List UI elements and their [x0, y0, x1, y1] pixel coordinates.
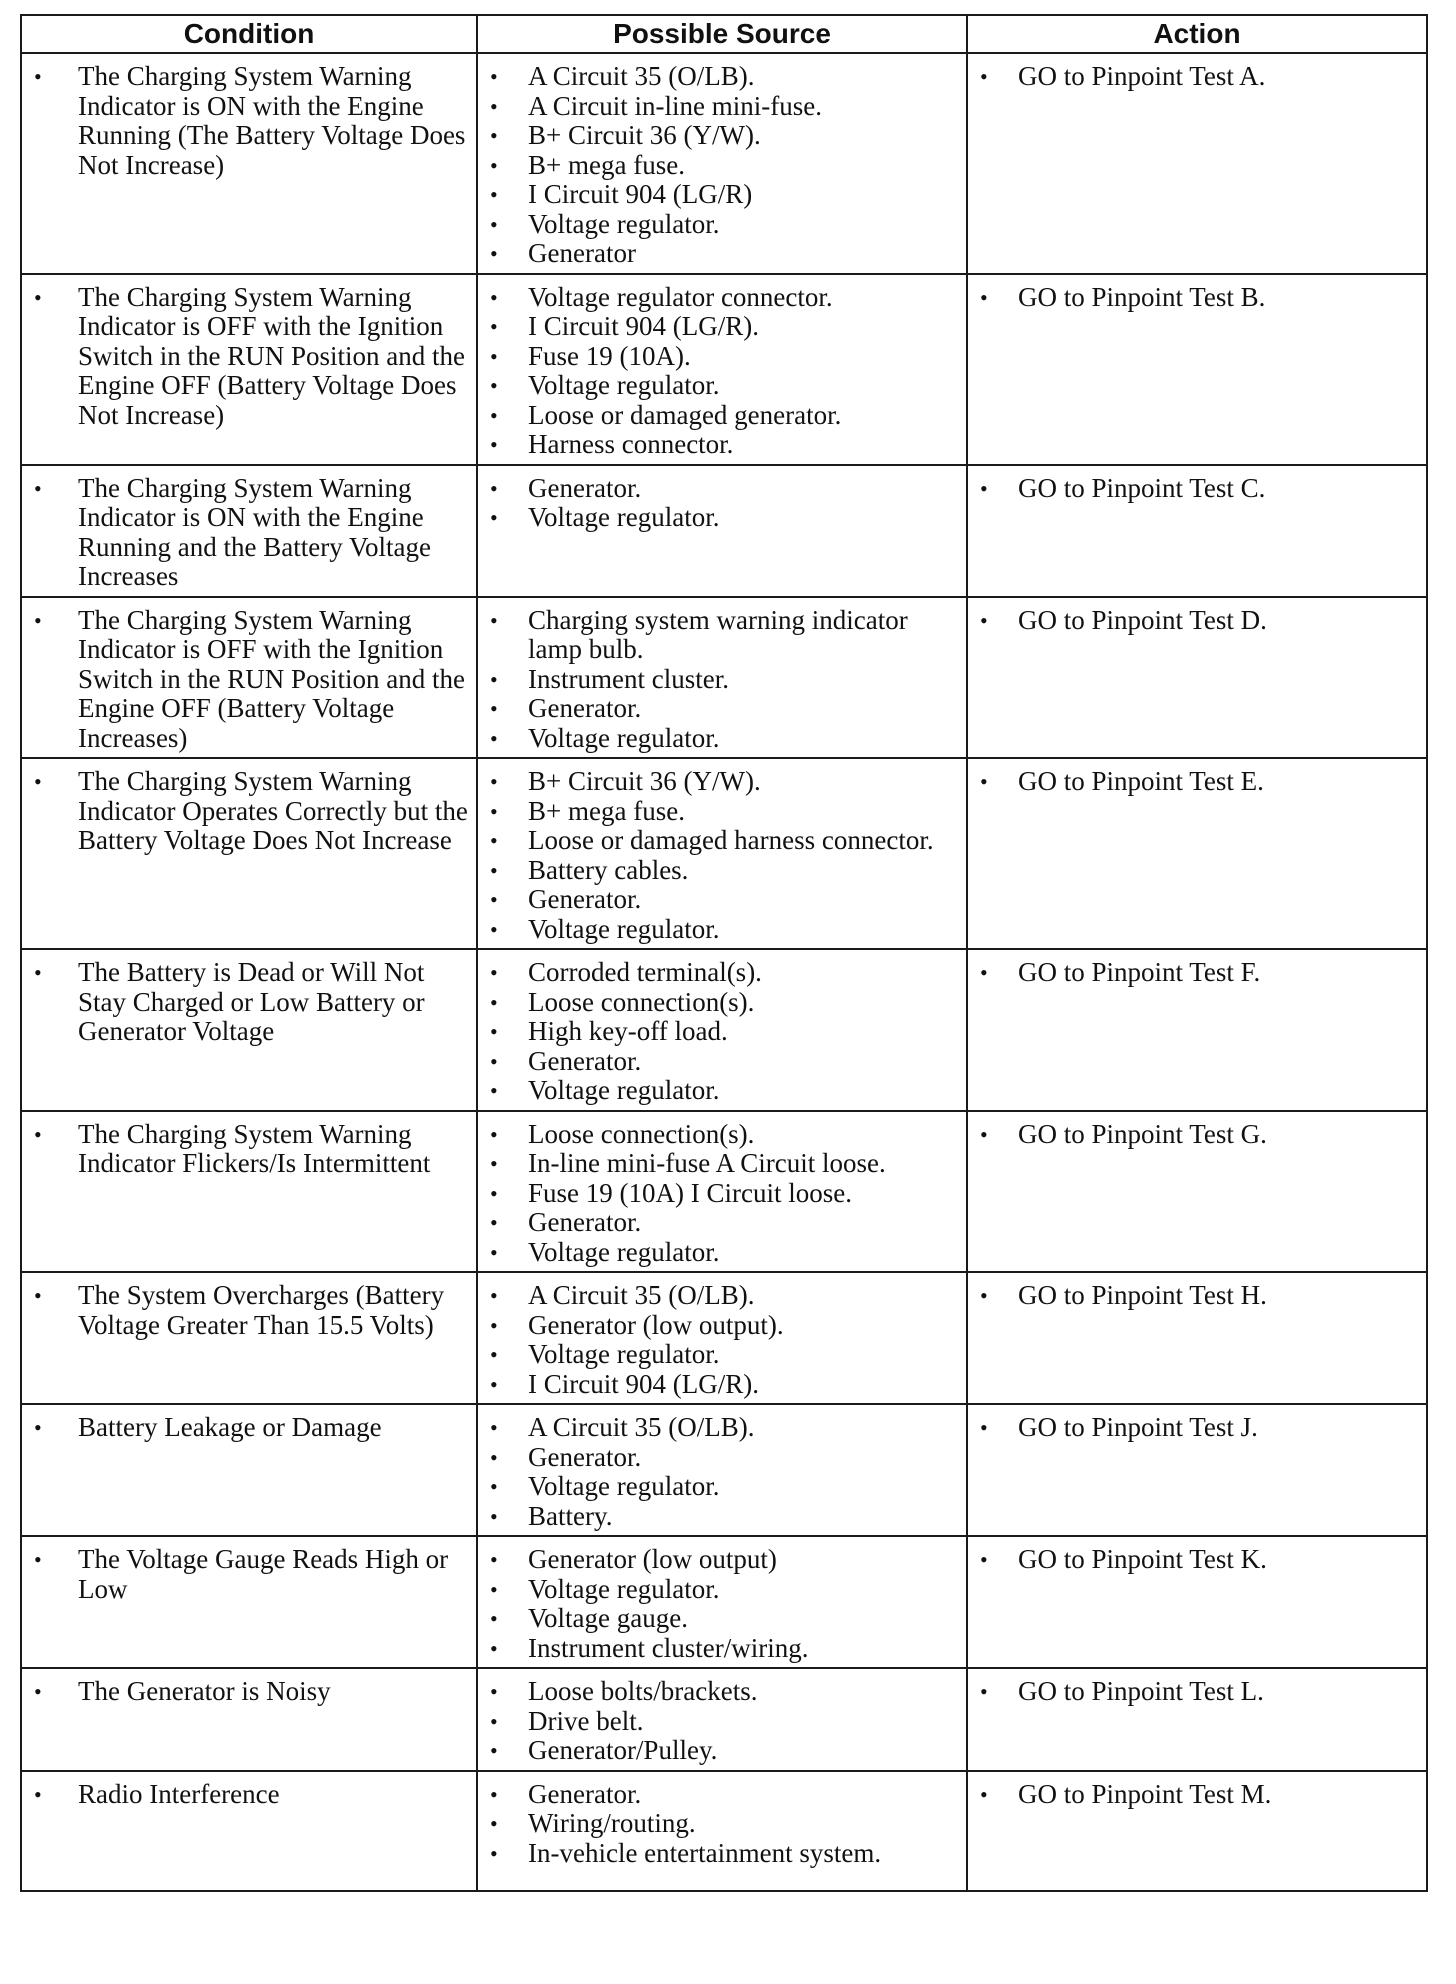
source-item: • Voltage regulator. — [486, 724, 960, 754]
source-item: • I Circuit 904 (LG/R) — [486, 180, 960, 210]
source-item: • In-vehicle entertainment system. — [486, 1839, 960, 1869]
condition-text: • The Charging System Warning Indicator is ON with the Engine Running and the Battery Voltage Increases — [30, 474, 470, 592]
source-item: • B+ mega fuse. — [486, 797, 960, 827]
condition-cell — [21, 1111, 477, 1273]
source-item: • Generator. — [486, 1208, 960, 1238]
source-item: • Generator/Pulley. — [486, 1736, 960, 1766]
action-cell — [967, 53, 1427, 274]
table-row — [21, 1404, 1427, 1536]
source-item: • Voltage regulator. — [486, 1076, 960, 1106]
diagnosis-table-container — [20, 14, 1426, 1892]
action-text: • GO to Pinpoint Test G. — [976, 1120, 1420, 1150]
condition-text: • Battery Leakage or Damage — [30, 1413, 470, 1443]
table-row — [21, 1536, 1427, 1668]
possible-source-cell — [477, 465, 967, 597]
condition-text: • The Charging System Warning Indicator Flickers/Is Intermittent — [30, 1120, 470, 1179]
source-item: • Generator. — [486, 1443, 960, 1473]
source-item: • Voltage gauge. — [486, 1604, 960, 1634]
possible-source-cell — [477, 1536, 967, 1668]
possible-source-cell — [477, 1404, 967, 1536]
action-text: • GO to Pinpoint Test H. — [976, 1281, 1420, 1311]
action-text: • GO to Pinpoint Test M. — [976, 1780, 1420, 1810]
possible-source-cell — [477, 597, 967, 759]
source-item: • Corroded terminal(s). — [486, 958, 960, 988]
source-item: • Voltage regulator connector. — [486, 283, 960, 313]
source-item: • Generator (low output). — [486, 1311, 960, 1341]
source-item: • Loose connection(s). — [486, 1120, 960, 1150]
action-cell — [967, 1272, 1427, 1404]
condition-text: • The Charging System Warning Indicator is ON with the Engine Running (The Battery Voltage Does Not Increase) — [30, 62, 470, 180]
action-text: • GO to Pinpoint Test F. — [976, 958, 1420, 988]
table-row — [21, 274, 1427, 465]
table-row — [21, 758, 1427, 949]
action-cell — [967, 1771, 1427, 1891]
source-item: • Voltage regulator. — [486, 1575, 960, 1605]
source-item: • A Circuit 35 (O/LB). — [486, 1281, 960, 1311]
source-item: • Loose bolts/brackets. — [486, 1677, 960, 1707]
table-row — [21, 949, 1427, 1111]
source-item: • Loose or damaged harness connector. — [486, 826, 960, 856]
source-item: • I Circuit 904 (LG/R). — [486, 1370, 960, 1400]
source-item: • Harness connector. — [486, 430, 960, 460]
source-item: • B+ Circuit 36 (Y/W). — [486, 767, 960, 797]
table-row — [21, 597, 1427, 759]
condition-text: • The Voltage Gauge Reads High or Low — [30, 1545, 470, 1604]
action-text: • GO to Pinpoint Test E. — [976, 767, 1420, 797]
condition-cell — [21, 597, 477, 759]
source-item: • In-line mini-fuse A Circuit loose. — [486, 1149, 960, 1179]
header-action: Action — [967, 15, 1427, 53]
condition-text: • The Charging System Warning Indicator Operates Correctly but the Battery Voltage Does Not Increase — [30, 767, 470, 856]
source-item: • Generator (low output) — [486, 1545, 960, 1575]
source-item: • Instrument cluster/wiring. — [486, 1634, 960, 1664]
source-item: • Voltage regulator. — [486, 1238, 960, 1268]
source-item: • Fuse 19 (10A). — [486, 342, 960, 372]
condition-text: • The Battery is Dead or Will Not Stay Charged or Low Battery or Generator Voltage — [30, 958, 470, 1047]
source-item: • Voltage regulator. — [486, 503, 960, 533]
action-cell — [967, 465, 1427, 597]
source-item: • Generator. — [486, 1780, 960, 1810]
source-item: • A Circuit 35 (O/LB). — [486, 62, 960, 92]
action-text: • GO to Pinpoint Test A. — [976, 62, 1420, 92]
action-text: • GO to Pinpoint Test K. — [976, 1545, 1420, 1575]
table-row — [21, 53, 1427, 274]
table-row — [21, 465, 1427, 597]
table-row — [21, 1272, 1427, 1404]
possible-source-cell — [477, 53, 967, 274]
header-possible-source: Possible Source — [477, 15, 967, 53]
action-cell — [967, 949, 1427, 1111]
source-item: • Generator. — [486, 885, 960, 915]
table-row — [21, 1771, 1427, 1891]
source-item: • B+ Circuit 36 (Y/W). — [486, 121, 960, 151]
condition-cell — [21, 53, 477, 274]
condition-text: • The Charging System Warning Indicator is OFF with the Ignition Switch in the RUN Position and the Engine OFF (Battery Voltage Does Not Increase) — [30, 283, 470, 431]
source-item: • Wiring/routing. — [486, 1809, 960, 1839]
source-item: • A Circuit in-line mini-fuse. — [486, 92, 960, 122]
source-item: • Generator. — [486, 694, 960, 724]
table-body — [21, 53, 1427, 1891]
source-item: • Loose or damaged generator. — [486, 401, 960, 431]
action-cell — [967, 1668, 1427, 1771]
source-item: • B+ mega fuse. — [486, 151, 960, 181]
possible-source-cell — [477, 1668, 967, 1771]
table-row — [21, 1111, 1427, 1273]
possible-source-cell — [477, 1272, 967, 1404]
condition-text: • The System Overcharges (Battery Voltage Greater Than 15.5 Volts) — [30, 1281, 470, 1340]
source-item: • Voltage regulator. — [486, 210, 960, 240]
possible-source-cell — [477, 758, 967, 949]
condition-text: • The Generator is Noisy — [30, 1677, 470, 1707]
table-row — [21, 1668, 1427, 1771]
action-text: • GO to Pinpoint Test C. — [976, 474, 1420, 504]
action-cell — [967, 1111, 1427, 1273]
condition-cell — [21, 1771, 477, 1891]
source-item: • Voltage regulator. — [486, 371, 960, 401]
condition-cell — [21, 465, 477, 597]
condition-cell — [21, 1668, 477, 1771]
possible-source-cell — [477, 949, 967, 1111]
source-item: • High key-off load. — [486, 1017, 960, 1047]
source-item: • Instrument cluster. — [486, 665, 960, 695]
header-condition: Condition — [21, 15, 477, 53]
action-cell — [967, 1536, 1427, 1668]
action-cell — [967, 597, 1427, 759]
source-item: • Generator. — [486, 474, 960, 504]
action-cell — [967, 274, 1427, 465]
source-item: • Battery cables. — [486, 856, 960, 886]
action-text: • GO to Pinpoint Test J. — [976, 1413, 1420, 1443]
source-item: • Fuse 19 (10A) I Circuit loose. — [486, 1179, 960, 1209]
source-item: • Drive belt. — [486, 1707, 960, 1737]
action-cell — [967, 1404, 1427, 1536]
condition-cell — [21, 758, 477, 949]
action-text: • GO to Pinpoint Test B. — [976, 283, 1420, 313]
source-item: • Voltage regulator. — [486, 1472, 960, 1502]
source-item: • Voltage regulator. — [486, 915, 960, 945]
condition-cell — [21, 1272, 477, 1404]
condition-cell — [21, 1536, 477, 1668]
possible-source-cell — [477, 1111, 967, 1273]
source-item: • Voltage regulator. — [486, 1340, 960, 1370]
symptom-chart-table — [20, 14, 1428, 1892]
condition-text: • The Charging System Warning Indicator is OFF with the Ignition Switch in the RUN Position and the Engine OFF (Battery Voltage Increases) — [30, 606, 470, 754]
possible-source-cell — [477, 1771, 967, 1891]
action-cell — [967, 758, 1427, 949]
action-text: • GO to Pinpoint Test L. — [976, 1677, 1420, 1707]
source-item: • Battery. — [486, 1502, 960, 1532]
header-row — [21, 15, 1427, 53]
source-item: • A Circuit 35 (O/LB). — [486, 1413, 960, 1443]
source-item: • Charging system warning indicator lamp bulb. — [486, 606, 960, 665]
condition-cell — [21, 274, 477, 465]
condition-text: • Radio Interference — [30, 1780, 470, 1810]
condition-cell — [21, 1404, 477, 1536]
condition-cell — [21, 949, 477, 1111]
source-item: • I Circuit 904 (LG/R). — [486, 312, 960, 342]
action-text: • GO to Pinpoint Test D. — [976, 606, 1420, 636]
possible-source-cell — [477, 274, 967, 465]
source-item: • Generator — [486, 239, 960, 269]
source-item: • Loose connection(s). — [486, 988, 960, 1018]
source-item: • Generator. — [486, 1047, 960, 1077]
